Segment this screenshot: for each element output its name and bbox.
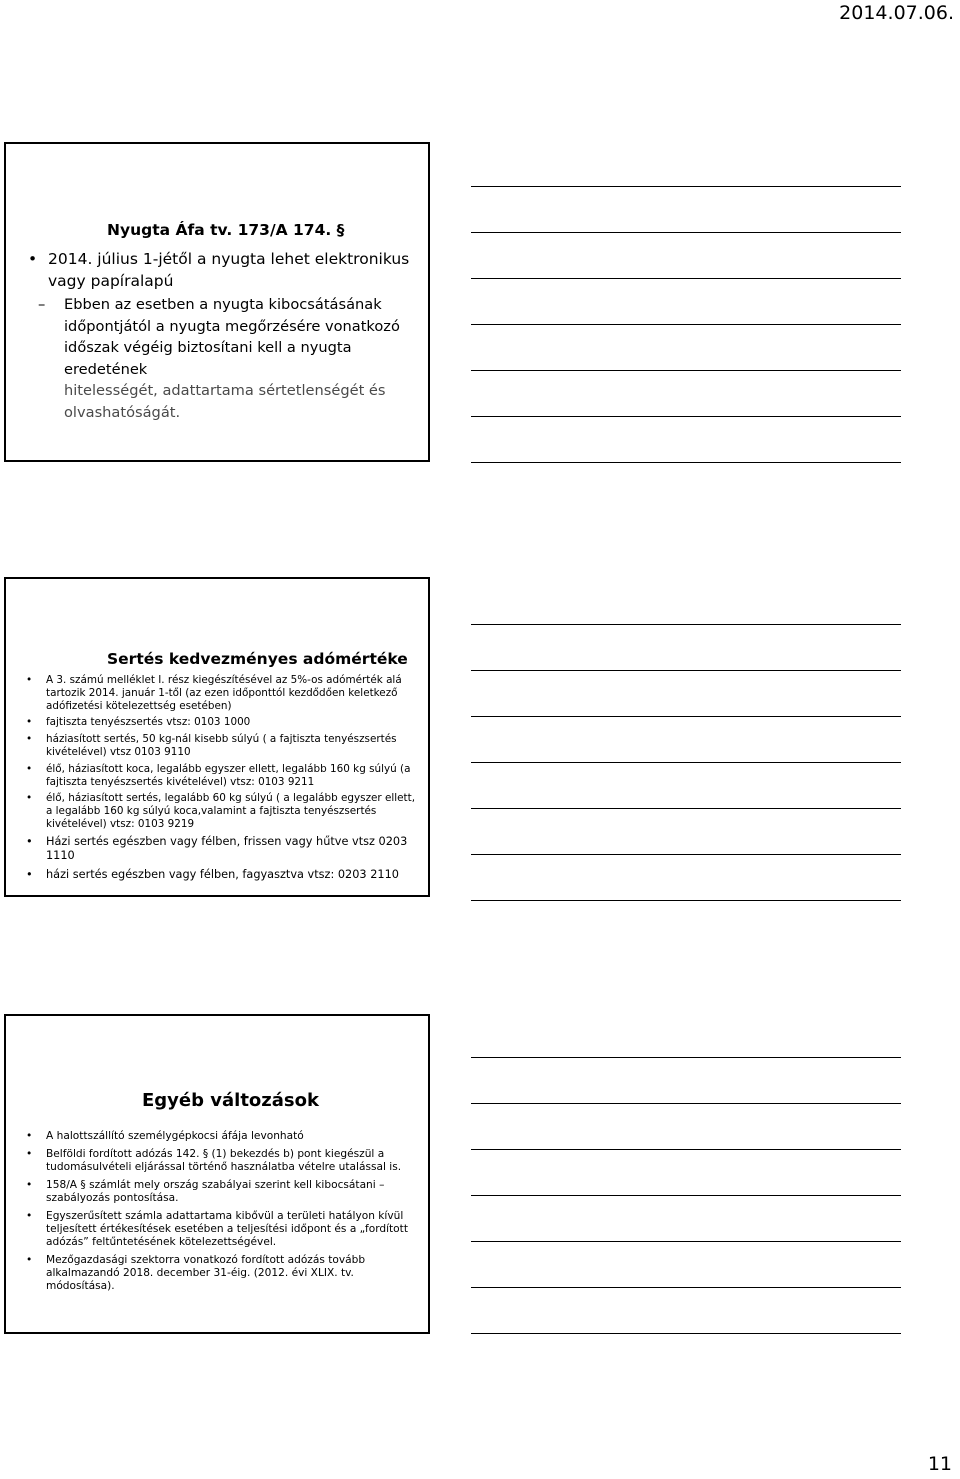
note-line (471, 1287, 901, 1288)
list-item-text: élő, háziasított sertés, legalább 60 kg súlyú ( a legalább egyszer ellett, a legalább 160 kg súlyú koca,valamint a fajtiszta tenyészsertés kivételével) vtsz: 0103 9219 (46, 792, 416, 830)
note-line (471, 186, 901, 187)
slide-1-sub-bullet (38, 294, 423, 423)
bullet-icon: • (26, 1179, 33, 1191)
bullet-icon: • (26, 1254, 33, 1266)
note-line (471, 232, 901, 233)
note-line (471, 462, 901, 463)
note-line (471, 370, 901, 371)
list-item-text: 158/A § számlát mely ország szabályai szerint kell kibocsátani – szabályozás pontosítása. (46, 1179, 385, 1204)
list-item (24, 763, 424, 789)
note-line (471, 1149, 901, 1150)
bullet-icon: • (26, 1210, 33, 1222)
bullet-icon: • (26, 834, 33, 848)
note-line (471, 1057, 901, 1058)
slide-1-sub-line: olvashatóságát. (64, 403, 181, 421)
page-number: 11 (927, 1453, 952, 1475)
note-line (471, 900, 901, 901)
list-item (24, 792, 424, 830)
header-date: 2014.07.06. (839, 2, 954, 24)
bullet-icon: • (26, 1148, 33, 1160)
slide-3-list (24, 1130, 424, 1298)
dash-icon: – (38, 296, 46, 313)
list-item-text: Belföldi fordított adózás 142. § (1) bekezdés b) pont kiegészül a tudomásulvételi eljárással történő használatba vételre utalással is. (46, 1148, 402, 1173)
note-line (471, 1333, 901, 1334)
list-item-text: Házi sertés egészben vagy félben, frissen vagy hűtve vtsz 0203 1110 (46, 834, 408, 862)
bullet-icon: • (26, 867, 33, 881)
note-line (471, 1195, 901, 1196)
list-item (24, 1254, 424, 1293)
slide-2-list (24, 674, 424, 887)
list-item (24, 1148, 424, 1174)
slide-1 (4, 142, 430, 462)
slide-1-sub-line: hitelességét, adattartama sértetlenségét és (64, 382, 386, 399)
slide-2-title: Sertés kedvezményes adómértéke (107, 650, 408, 668)
note-line (471, 1241, 901, 1242)
note-line (471, 324, 901, 325)
slide-1-sub-line: időszak végéig biztosítani kell a nyugta eredetének (64, 339, 352, 378)
slide-1-sub-line: Ebben az esetben a nyugta kibocsátásának (64, 296, 382, 313)
bullet-icon: • (26, 733, 33, 746)
list-item (24, 835, 424, 863)
list-item (24, 1130, 424, 1143)
list-item (24, 716, 424, 729)
list-item-text: Mezőgazdasági szektorra vonatkozó fordított adózás tovább alkalmazandó 2018. december 31-éig. (2012. évi XLIX. tv. módosítása). (46, 1254, 366, 1292)
note-line (471, 278, 901, 279)
list-item-text: Egyszerűsített számla adattartama kibővül a területi hatályon kívül teljesített értékesítések esetében a teljesítési időpont és a „fordított adózás” feltűntetésének kötelezettségével. (46, 1210, 408, 1248)
bullet-icon: • (26, 716, 33, 729)
note-line (471, 808, 901, 809)
note-line (471, 624, 901, 625)
slide-1-sub-line: időpontjától a nyugta megőrzésére vonatkozó (64, 317, 400, 335)
list-item-text: A 3. számú melléklet I. rész kiegészítésével az 5%-os adómérték alá tartozik 2014. január 1-től (az ezen időponttól kezdődően keletkező adófizetési kötelezettség esetében) (46, 674, 402, 712)
bullet-icon: • (26, 674, 33, 686)
list-item (24, 868, 424, 882)
slide-1-bullet-text: 2014. július 1-jétől a nyugta lehet elektronikus vagy papíralapú (48, 250, 410, 290)
bullet-icon: • (26, 762, 33, 775)
note-line (471, 854, 901, 855)
list-item-text: háziasított sertés, 50 kg-nál kisebb súlyú ( a fajtiszta tenyészsertés kivételével) vtsz 0103 9110 (46, 733, 397, 758)
list-item-text: fajtiszta tenyészsertés vtsz: 0103 1000 (46, 716, 251, 729)
list-item (24, 733, 424, 759)
note-line (471, 416, 901, 417)
bullet-icon: • (28, 250, 38, 268)
note-line (471, 762, 901, 763)
list-item-text: élő, háziasított koca, legalább egyszer ellett, legalább 160 kg súlyú (a fajtiszta tenyészsertés kivételével) vtsz: 0103 9211 (46, 762, 411, 788)
slide-3-title: Egyéb változások (142, 1090, 319, 1111)
list-item (24, 1179, 424, 1205)
bullet-icon: • (26, 792, 33, 805)
list-item (24, 1210, 424, 1249)
note-line (471, 1103, 901, 1104)
slide-1-bullet (28, 248, 423, 292)
note-line (471, 670, 901, 671)
bullet-icon: • (26, 1130, 33, 1142)
list-item-text: A halottszállító személygépkocsi áfája levonható (46, 1130, 304, 1142)
note-line (471, 716, 901, 717)
slide-3 (4, 1014, 430, 1334)
list-item-text: házi sertés egészben vagy félben, fagyasztva vtsz: 0203 2110 (46, 867, 399, 881)
slide-1-title: Nyugta Áfa tv. 173/A 174. § (107, 221, 345, 239)
list-item (24, 674, 424, 712)
slide-2 (4, 577, 430, 897)
